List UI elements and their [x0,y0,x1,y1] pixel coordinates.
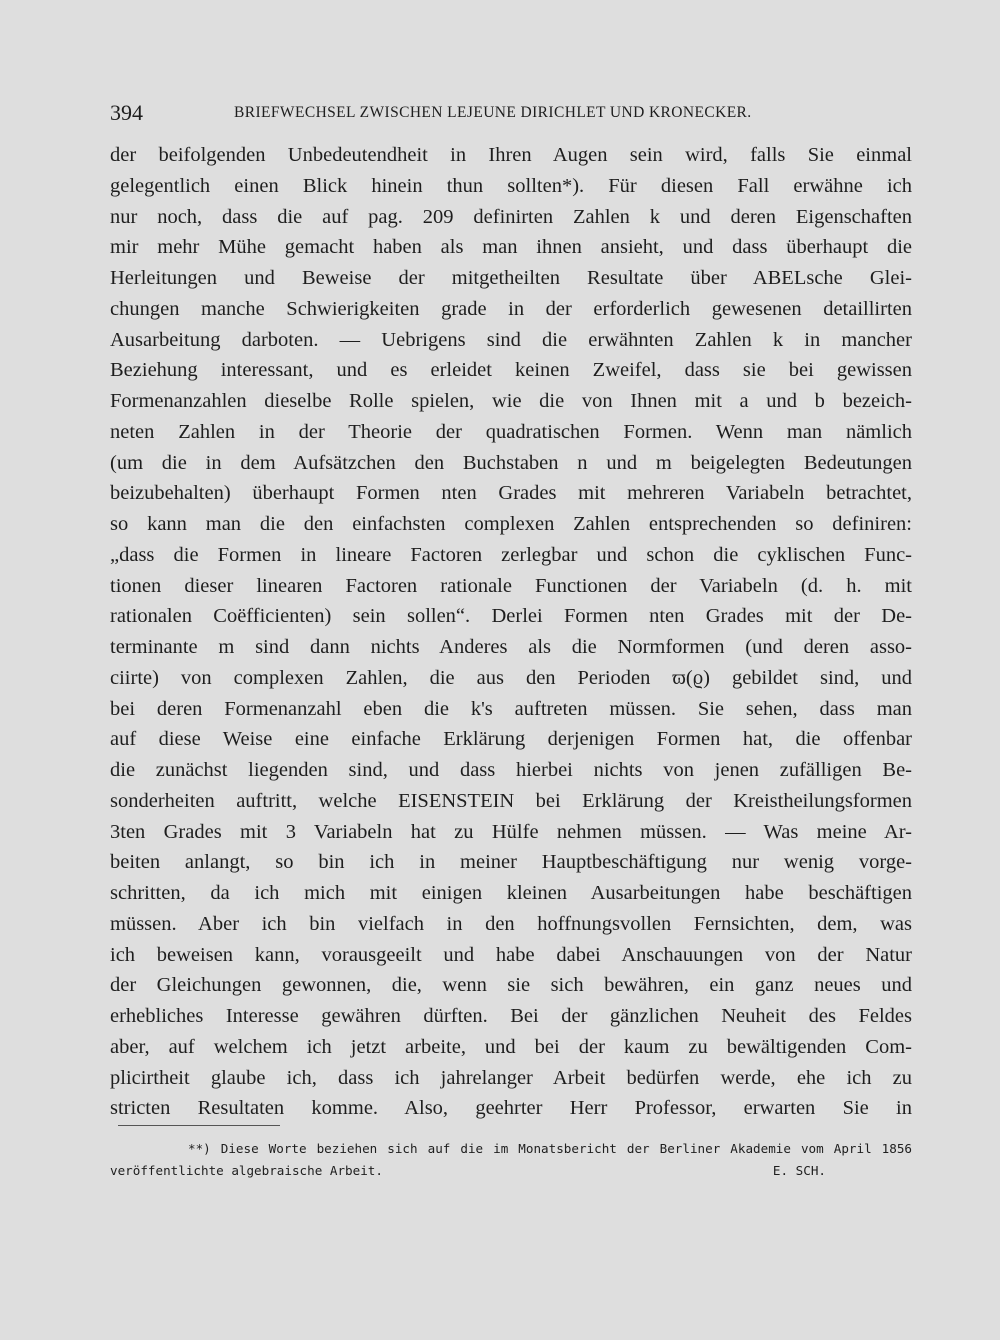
letter-body [110,140,912,1124]
footnote [110,1138,912,1182]
running-title: BRIEFWECHSEL ZWISCHEN LEJEUNE DIRICHLET UND KRONECKER. [234,104,752,121]
text-line: ich beweisen kann, vorausgeeilt und habe dabei Anschauungen von der Natur [110,943,912,966]
text-line: erhebliches Interesse gewähren dürften. Bei der gänzlichen Neuheit des Feldes [110,1005,912,1027]
text-line: terminante m sind dann nichts Anderes als die Normformen (und deren asso- [110,636,912,658]
text-line: plicirtheit glaube ich, dass ich jahrelanger Arbeit bedürfen werde, ehe ich zu [110,1066,912,1089]
text-line: stricten Resultaten komme. Also, geehrter Herr Professor, erwarten Sie in [110,1097,912,1120]
text-line: Beziehung interessant, und es erleidet keinen Zweifel, dass sie bei gewissen [110,359,912,382]
text-line: der beifolgenden Unbedeutendheit in Ihren Augen sein wird, falls Sie einmal [110,144,912,166]
page-number: 394 [110,100,143,125]
text-line: müssen. Aber ich bin vielfach in den hoffnungsvollen Fernsichten, dem, was [110,912,912,935]
text-line: sonderheiten auftritt, welche EISENSTEIN bei Erklärung der Kreistheilungsformen [110,789,912,812]
text-line: Ausarbeitung darboten. — Uebrigens sind die erwähnten Zahlen k in mancher [110,328,912,351]
footnote-text: veröffentlichte algebraische Arbeit. [110,1163,383,1178]
text-line: die zunächst liegenden sind, und dass hierbei nichts von jenen zufälligen Be- [110,759,912,781]
text-line: rationalen Coëfficienten) sein sollen“. Derlei Formen nten Grades mit der De- [110,605,912,628]
footnote-rule [118,1125,280,1126]
text-line: chungen manche Schwierigkeiten grade in der erforderlich gewesenen detaillirten [110,297,912,320]
footnote-line: **) Diese Worte beziehen sich auf die im Monatsbericht der Berliner Akademie vom April 1856 [188,1141,912,1156]
text-line: „dass die Formen in lineare Factoren zerlegbar und schon die cyklischen Func- [110,543,912,566]
page-header [110,100,912,128]
text-line: nur noch, dass die auf pag. 209 definirten Zahlen k und deren Eigenschaften [110,205,912,228]
text-line: aber, auf welchem ich jetzt arbeite, und bei der kaum zu bewältigenden Com- [110,1035,912,1058]
text-line: auf diese Weise eine einfache Erklärung derjenigen Formen hat, die offenbar [110,728,912,751]
text-line: Formenanzahlen dieselbe Rolle spielen, wie die von Ihnen mit a und b bezeich- [110,390,912,412]
text-line: neten Zahlen in der Theorie der quadratischen Formen. Wenn man nämlich [110,420,912,443]
text-line: mir mehr Mühe gemacht haben als man ihnen ansieht, und dass überhaupt die [110,236,912,259]
text-line: ciirte) von complexen Zahlen, die aus den Perioden ϖ(ϱ) gebildet sind, und [110,666,912,689]
text-line: Herleitungen und Beweise der mitgetheilten Resultate über ABELsche Glei- [110,267,912,289]
text-line: bei deren Formenanzahl eben die k's auftreten müssen. Sie sehen, dass man [110,697,912,720]
text-line: beiten anlangt, so bin ich in meiner Hauptbeschäftigung nur wenig vorge- [110,851,912,874]
text-line: tionen dieser linearen Factoren rationale Functionen der Variabeln (d. h. mit [110,574,912,597]
text-line: (um die in dem Aufsätzchen den Buchstaben n und m beigelegten Bedeutungen [110,451,912,474]
text-line: schritten, da ich mich mit einigen kleinen Ausarbeitungen habe beschäftigen [110,882,912,904]
text-line: gelegentlich einen Blick hinein thun sollten*). Für diesen Fall erwähne ich [110,174,912,197]
text-line: der Gleichungen gewonnen, die, wenn sie sich bewähren, ein ganz neues und [110,974,912,997]
text-line: so kann man die den einfachsten complexen Zahlen entsprechenden so definiren: [110,513,912,535]
footnote-line-continued [110,1160,912,1182]
text-line: 3ten Grades mit 3 Variabeln hat zu Hülfe nehmen müssen. — Was meine Ar- [110,820,912,843]
footnote-signature: E. SCH. [772,1163,826,1178]
text-line: beizubehalten) überhaupt Formen nten Grades mit mehreren Variabeln betrachtet, [110,482,912,505]
